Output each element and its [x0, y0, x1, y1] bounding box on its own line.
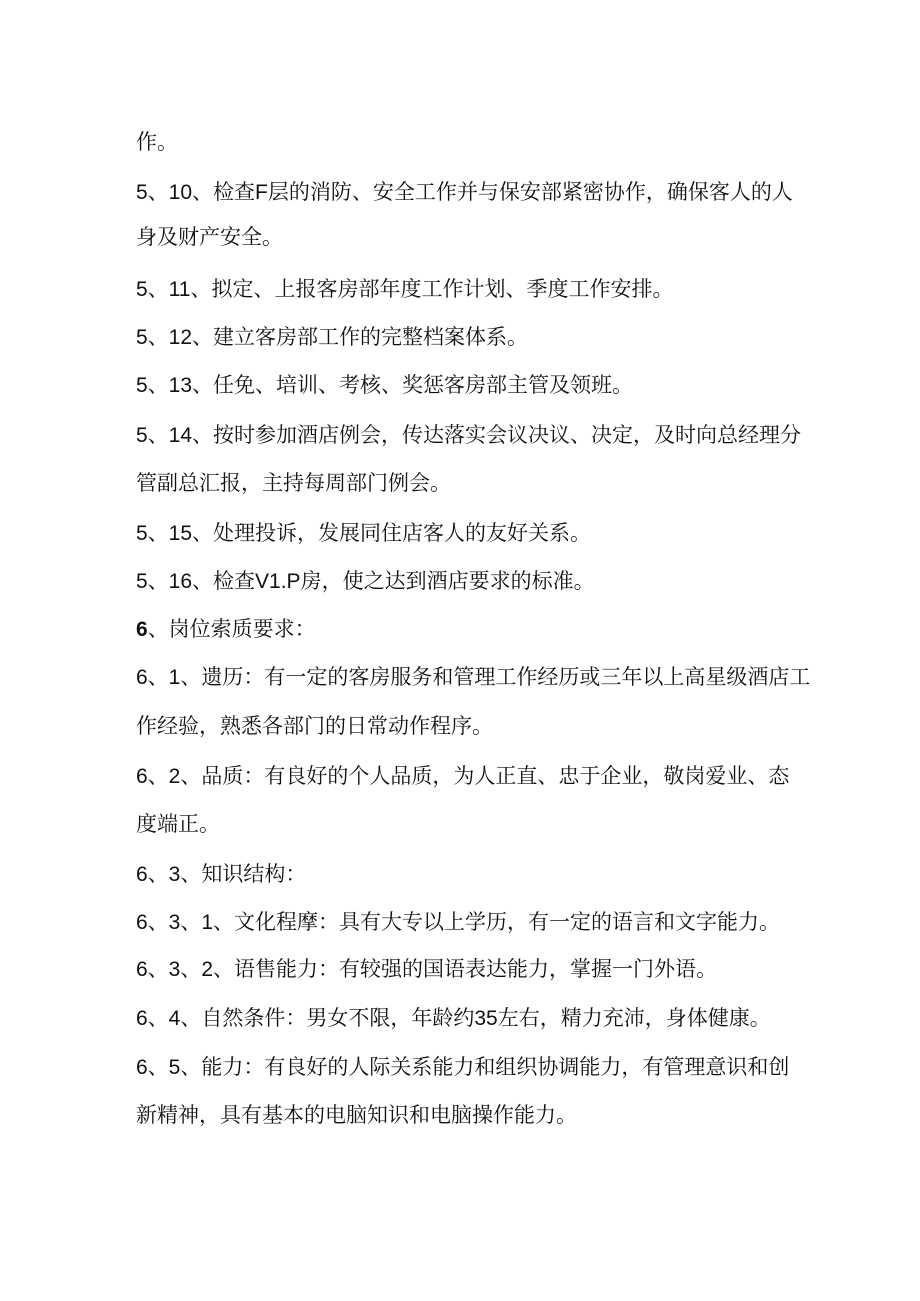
text-line: 6、3、1、文化程摩：具有大专以上学历，有一定的语言和文字能力。	[136, 911, 781, 934]
text-line: 6、3、知识结构：	[136, 863, 307, 886]
text-line: 5、16、检查V1.P房，使之达到酒店要求的标准。	[136, 570, 595, 593]
heading-text: 、岗位索质要求：	[147, 618, 316, 641]
heading-number: 6	[136, 618, 148, 641]
text-line: 6、2、品质：有良好的个人品质，为人正直、忠于企业，敬岗爱业、态	[136, 765, 790, 788]
text-line: 6、3、2、语售能力：有较强的国语表达能力，掌握一门外语。	[136, 958, 718, 981]
text-line: 6、4、自然条件：男女不限，年龄约35左右，精力充沛，身体健康。	[136, 1007, 771, 1030]
text-line: 5、15、处理投诉，发展同住店客人的友好关系。	[136, 522, 592, 545]
text-line: 5、12、建立客房部工作的完整档案体系。	[136, 326, 529, 349]
text-line: 6、1、遗历：有一定的客房服务和管理工作经历或三年以上高星级酒店工	[136, 666, 811, 689]
text-line: 管副总汇报，主持每周部门例会。	[136, 472, 451, 495]
text-line: 6、5、能力：有良好的人际关系能力和组织协调能力，有管理意识和创	[136, 1056, 790, 1079]
text-line: 5、10、检查F层的消防、安全工作并与保安部紧密协作，确保客人的人	[136, 181, 793, 204]
text-line: 新精神，具有基本的电脑知识和电脑操作能力。	[136, 1104, 577, 1127]
text-line: 度端正。	[136, 813, 220, 836]
text-line: 5、14、按时参加酒店例会，传达落实会议决议、决定，及时向总经理分	[136, 424, 802, 447]
text-line: 5、13、任免、培训、考核、奖惩客房部主管及领班。	[136, 374, 634, 397]
text-line: 作。	[136, 131, 178, 154]
text-line: 作经验，熟悉各部门的日常动作程序。	[136, 715, 493, 738]
text-line: 身及财产安全。	[136, 226, 283, 249]
section-heading	[136, 616, 316, 644]
text-line: 5、11、拟定、上报客房部年度工作计划、季度工作安排。	[136, 278, 674, 301]
